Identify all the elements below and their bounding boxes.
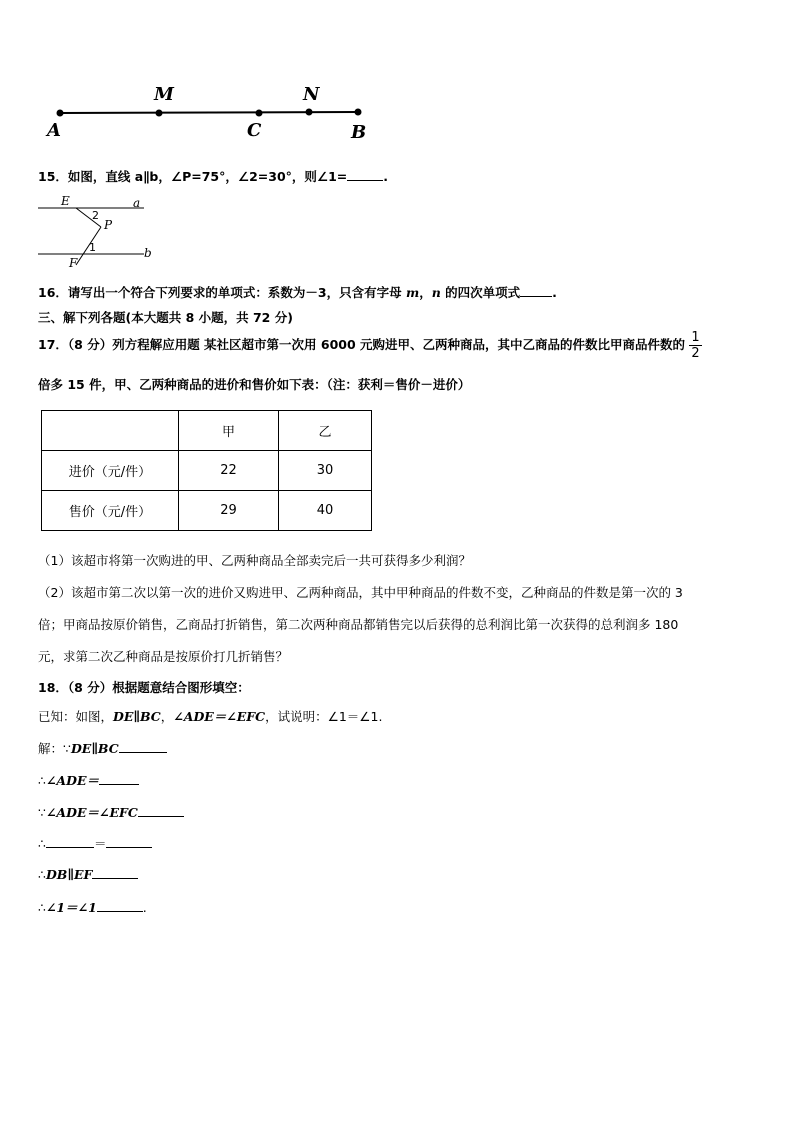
- answer-blank-16[interactable]: [520, 284, 552, 297]
- proof-blank[interactable]: [46, 835, 94, 848]
- label-n: N: [303, 84, 320, 105]
- question-18-title: 18．（8 分）根据题意结合图形填空：: [38, 680, 250, 695]
- fig15-label-1: 1: [89, 241, 96, 254]
- proof-step-1: 解：∵DE∥BC: [38, 739, 167, 757]
- parallel-lines-figure: [36, 192, 161, 272]
- proof-step-4: ∴ ＝: [38, 834, 152, 852]
- proof-blank[interactable]: [97, 899, 143, 912]
- question-17-line2: 倍多 15 件，甲、乙两种商品的进价和售价如下表：（注：获利＝售价－进价）: [38, 377, 471, 392]
- question-15-text: 15．如图，直线 a∥b，∠P=75°，∠2=30°，则∠1=: [38, 169, 348, 184]
- price-table: [41, 410, 372, 531]
- table-cell: 30: [279, 451, 372, 491]
- proof-blank[interactable]: [106, 835, 152, 848]
- table-cell: 售价（元/件）: [42, 491, 179, 531]
- question-18-given: 已知：如图，DE∥BC，∠ADE＝∠EFC，试说明：∠1＝∠1.: [38, 709, 383, 724]
- table-cell: 进价（元/件）: [42, 451, 179, 491]
- proof-step-6: ∴∠1＝∠1 .: [38, 900, 147, 915]
- table-header-row: [42, 411, 372, 451]
- answer-blank-15[interactable]: [347, 168, 383, 181]
- proof-step-5: ∴DB∥EF: [38, 866, 138, 882]
- question-17-sub2-line2: 倍；甲商品按原价销售，乙商品打折销售，第二次两种商品都销售完以后获得的总利润比第一次获得的总利润多 180: [38, 617, 679, 632]
- question-15: 15．如图，直线 a∥b，∠P=75°，∠2=30°，则∠1= .: [38, 169, 389, 184]
- fig15-label-f: F: [69, 256, 78, 270]
- table-cell: 40: [279, 491, 372, 531]
- label-a: A: [47, 120, 61, 141]
- proof-blank[interactable]: [99, 772, 139, 785]
- proof-blank[interactable]: [92, 866, 138, 879]
- table-header-cell: 乙: [279, 411, 372, 451]
- question-17-sub2-line3: 元，求第二次乙种商品是按原价打几折销售？: [38, 649, 289, 664]
- label-c: C: [247, 120, 262, 141]
- fig15-label-b: b: [144, 246, 152, 260]
- question-17-sub1: （1）该超市将第一次购进的甲、乙两种商品全部卖完后一共可获得多少利润？: [38, 553, 471, 568]
- fraction-one-half: $\frac{1}{2}$: [691, 330, 700, 361]
- table-row: [42, 491, 372, 531]
- line-segment-figure: [40, 80, 380, 145]
- fig15-label-e: E: [61, 194, 70, 208]
- proof-step-3: ∵∠ADE＝∠EFC: [38, 803, 184, 821]
- fig15-label-p: P: [104, 218, 113, 232]
- point-n: [306, 109, 313, 116]
- question-16: 16．请写出一个符合下列要求的单项式：系数为－3，只含有字母 m，n 的四次单项式 .: [38, 285, 557, 300]
- table-header-cell: 甲: [179, 411, 279, 451]
- table-cell: 22: [179, 451, 279, 491]
- point-c: [256, 110, 263, 117]
- proof-blank[interactable]: [119, 740, 167, 753]
- fig15-label-a: a: [133, 196, 141, 210]
- label-m: M: [154, 84, 174, 105]
- point-m: [156, 110, 163, 117]
- proof-blank[interactable]: [138, 804, 184, 817]
- label-b: B: [351, 122, 367, 143]
- question-17-line1: 17．（8 分）列方程解应用题 某社区超市第一次用 6000 元购进甲、乙两种商品，其中乙商品的件数比甲商品件数的 $\frac{1}{2}$: [38, 330, 700, 361]
- fig15-label-2: 2: [92, 209, 99, 222]
- section-3-title: 三、解下列各题(本大题共 8 小题，共 72 分): [38, 310, 293, 325]
- point-a: [57, 110, 64, 117]
- point-b: [355, 109, 362, 116]
- table-row: [42, 451, 372, 491]
- question-17-sub2-line1: （2）该超市第二次以第一次的进价又购进甲、乙两种商品，其中甲种商品的件数不变，乙种商品的件数是第一次的 3: [38, 585, 683, 600]
- table-cell: 29: [179, 491, 279, 531]
- table-header-cell: [42, 411, 179, 451]
- proof-step-2: ∴∠ADE＝: [38, 771, 139, 789]
